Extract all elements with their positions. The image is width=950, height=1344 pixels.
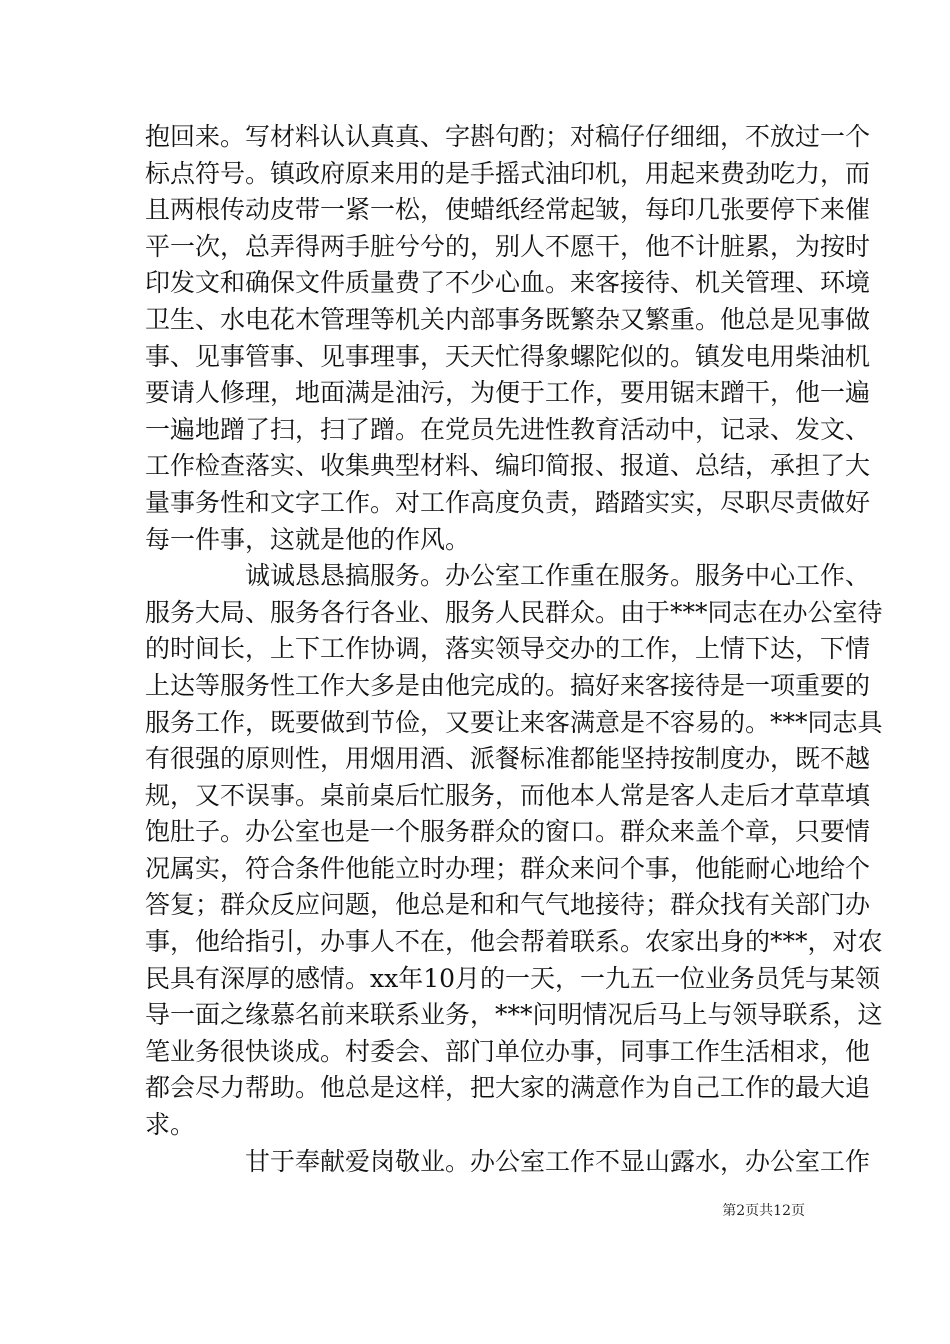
page-number-footer: 第2页共12页 bbox=[722, 1203, 805, 1219]
paragraph bbox=[145, 119, 871, 558]
text-line: 诚诚恳恳搞服务。办公室工作重在服务。服务中心工作、 bbox=[245, 561, 871, 591]
text-line: 规，又不误事。桌前桌后忙服务，而他本人常是客人走后才草草填 bbox=[145, 780, 871, 810]
text-line: 每一件事，这就是他的作风。 bbox=[145, 524, 471, 554]
text-line: 服务大局、服务各行各业、服务人民群众。由于***同志在办公室待 bbox=[145, 597, 883, 627]
text-line: 答复；群众反应问题，他总是和和气气地接待；群众找有关部门办 bbox=[145, 890, 871, 920]
text-line: 抱回来。写材料认认真真、字斟句酌；对稿仔仔细细，不放过一个 bbox=[145, 122, 871, 151]
text-line: 服务工作，既要做到节俭，又要让来客满意是不容易的。***同志具 bbox=[145, 707, 883, 737]
text-line: 工作检查落实、收集典型材料、编印简报、报道、总结，承担了大 bbox=[145, 451, 871, 481]
text-line: 印发文和确保文件质量费了不少心血。来客接待、机关管理、环境 bbox=[145, 268, 871, 298]
text-line: 有很强的原则性，用烟用酒、派餐标准都能坚持按制度办，既不越 bbox=[145, 744, 871, 774]
document-body bbox=[145, 119, 883, 1180]
text-line: 要请人修理，地面满是油污，为便于工作，要用锯末蹭干，他一遍 bbox=[145, 378, 871, 408]
text-line: 一遍地蹭了扫，扫了蹭。在党员先进性教育活动中，记录、发文、 bbox=[145, 414, 871, 444]
text-line: 事，他给指引，办事人不在，他会帮着联系。农家出身的***，对农 bbox=[145, 927, 883, 957]
text-line: 笔业务很快谈成。村委会、部门单位办事，同事工作生活相求，他 bbox=[145, 1036, 871, 1066]
text-line: 事、见事管事、见事理事，天天忙得象螺陀似的。镇发电用柴油机 bbox=[145, 341, 871, 371]
text-line: 标点符号。镇政府原来用的是手摇式油印机，用起来费劲吃力，而 bbox=[145, 158, 871, 188]
text-line: 求。 bbox=[145, 1110, 196, 1140]
text-line: 甘于奉献爱岗敬业。办公室工作不显山露水，办公室工作 bbox=[245, 1146, 871, 1176]
text-line: 且两根传动皮带一紧一松，使蜡纸经常起皱，每印几张要停下来催 bbox=[145, 195, 871, 225]
paragraph bbox=[145, 558, 883, 1144]
text-line: 民具有深厚的感情。xx年10月的一天，一九五一位业务员凭与某领 bbox=[145, 963, 881, 993]
text-line: 导一面之缘慕名前来联系业务，***问明情况后马上与领导联系，这 bbox=[145, 1000, 883, 1030]
text-line: 卫生、水电花木管理等机关内部事务既繁杂又繁重。他总是见事做 bbox=[145, 304, 871, 334]
text-line: 平一次，总弄得两手脏兮兮的，别人不愿干，他不计脏累，为按时 bbox=[145, 231, 871, 261]
text-line: 饱肚子。办公室也是一个服务群众的窗口。群众来盖个章，只要情 bbox=[145, 817, 871, 847]
text-line: 都会尽力帮助。他总是这样，把大家的满意作为自己工作的最大追 bbox=[145, 1073, 871, 1103]
text-line: 量事务性和文字工作。对工作高度负责，踏踏实实，尽职尽责做好 bbox=[145, 487, 871, 517]
text-line: 的时间长，上下工作协调，落实领导交办的工作，上情下达，下情 bbox=[145, 634, 871, 664]
text-line: 上达等服务性工作大多是由他完成的。搞好来客接待是一项重要的 bbox=[145, 670, 871, 700]
paragraph bbox=[145, 1144, 871, 1181]
text-line: 况属实，符合条件他能立时办理；群众来问个事，他能耐心地给个 bbox=[145, 853, 871, 883]
